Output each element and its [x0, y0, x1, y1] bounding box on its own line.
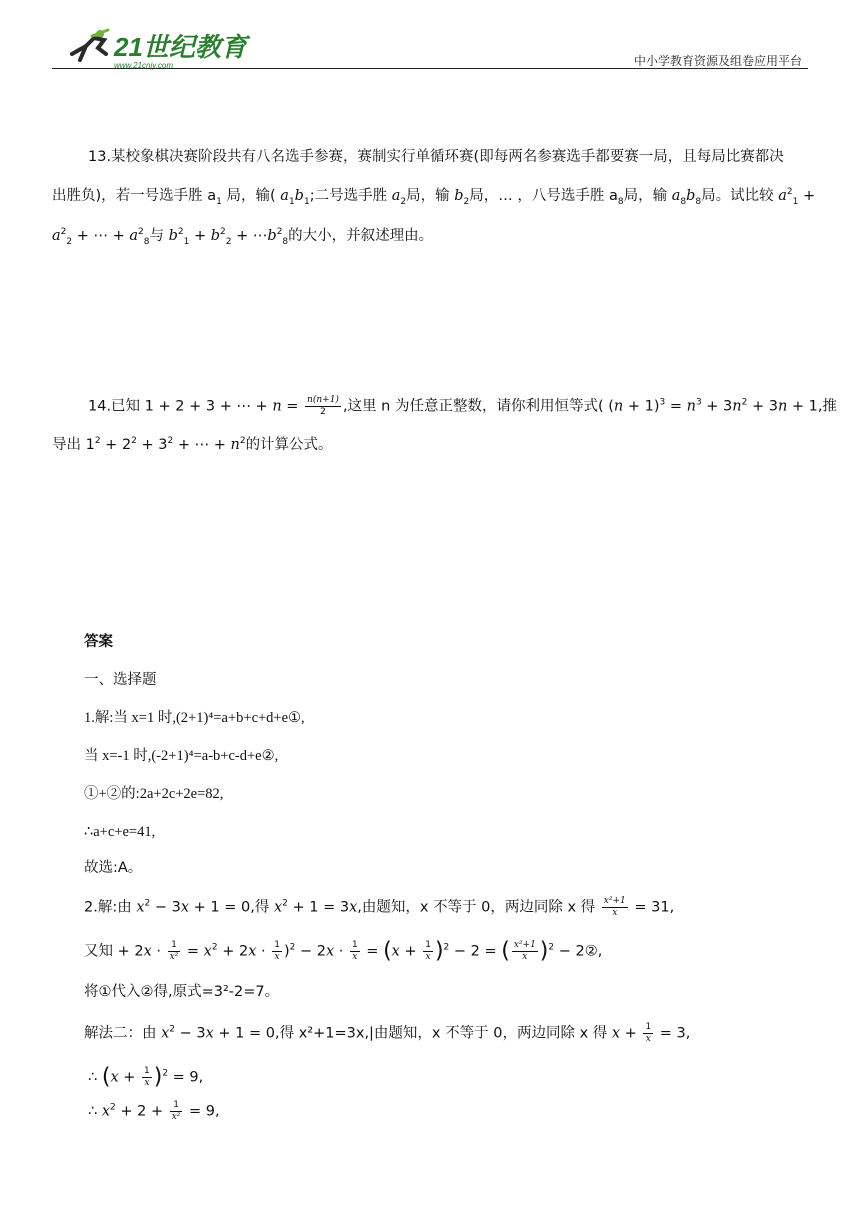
answer-1-line-2: 当 x=-1 时,(-2+1)⁴=a-b+c-d+e②,: [84, 748, 279, 764]
answer-2-line-4: 解法二：由 $x^2 - 3x + 1 = 0$,得 x²+1=3x,|由题知，x 不等于 0，两边同除 x 得 x + $\frac{1}{x}$ = 3,: [84, 1022, 691, 1044]
answer-1-line-1: 1.解:当 x=1 时,(2+1)⁴=a+b+c+d+e①,: [84, 710, 305, 726]
answer-1-line-4: ∴a+c+e=41,: [84, 824, 156, 840]
runner-icon: [72, 30, 108, 60]
site-title: 中小学教育资源及组卷应用平台: [633, 54, 802, 68]
answer-2-line-5: ∴ (x + $\frac{1}{x}$ )$^2$ = 9,: [88, 1064, 204, 1090]
site-logo: [62, 26, 247, 72]
page-header: [0, 0, 860, 80]
answer-2-line-1: 2.解:由 $x^2 - 3x + 1 = 0$,得 $x^2 + 1 = 3x$,由题知，x 不等于 0，两边同除 x 得 $\frac{\text{x²+1}}{x}$ = 31,: [84, 896, 675, 918]
answer-2-line-6: ∴ $x^2 + 2$ + $\frac{1}{\text{x²}}$ = 9,: [88, 1100, 220, 1122]
q13-line-1: 13.某校象棋决赛阶段共有八名选手参赛，赛制实行单循环赛(即每两名参赛选手都要赛一局，且每局比赛都决: [88, 149, 784, 165]
section-heading: 一、选择题: [84, 672, 157, 688]
q13-line-2: 出胜负)，若一号选手胜 $a_1$ 局，输( $a_1b_1$;二号选手胜 $a_2$局，输 $b_2$局，… ，八号选手胜 $a_8$局，输 $a_8b_8$局。试比较 $a^2_1$ +: [52, 187, 816, 207]
q13-line-3: $a^2_2$ + ⋯ + $a^2_8$与 $b^2_1 + b^2_2$ + $\cdots b^2_8$的大小，并叙述理由。: [52, 227, 434, 247]
q14-line-2: 导出 $1^2 + 2^2 + 3^2$ + ⋯ + $n^2$的计算公式。: [52, 436, 333, 453]
q14-line-1: 14.已知 1 + 2 + 3 + ⋯ + n = $\frac{n(n+1)}{2}$ ,这里 n 为任意正整数，请你利用恒等式( $(n + 1)^3 = n^3 + 3n^2 + 3n + 1$,推: [88, 395, 837, 417]
svg-text:21世纪教育: 21世纪教育: [114, 32, 247, 62]
svg-text:www.21cnjy.com: www.21cnjy.com: [114, 61, 173, 70]
answer-1-line-5: 故选:A。: [84, 860, 143, 876]
answer-2-line-2: 又知 + 2x · $\frac{1}{\text{x²}}$ = $x^2 + 2x$ · $\frac{1}{x}$ )$^2$ − 2x · $\frac{1}{x}$ = (x + $\frac{1}{x}$ )$^2$ − 2 = ( $\frac{\text{x²+1}}{x}$ )$^2$ − 2②,: [84, 938, 603, 964]
answer-1-line-3: ①+②的:2a+2c+2e=82,: [84, 786, 224, 802]
answers-heading: 答案: [84, 634, 113, 650]
answer-2-line-3: 将①代入②得,原式=3²-2=7。: [84, 984, 280, 1000]
header-divider: [52, 68, 808, 69]
